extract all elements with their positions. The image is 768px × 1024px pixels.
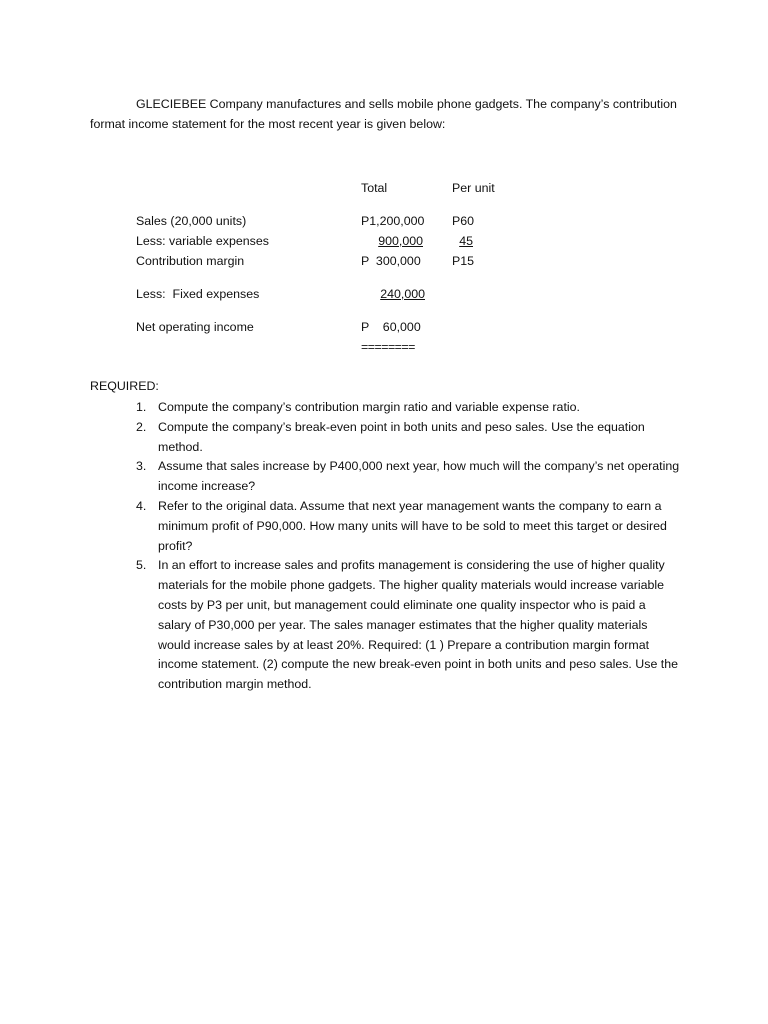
list-item: 4. Refer to the original data. Assume that next year management wants the company to earn a minimum profit of P90,000. How many units will have to be sold to meet this target or desired profit? [136,498,667,553]
row-variable-per-unit: 45 [459,234,473,248]
row-sales-per-unit: P60 [452,214,475,228]
row-cm-total: P 300,000 [361,254,421,268]
list-item: 3. Assume that sales increase by P400,000 next year, how much will the company’s net operating income increase? [136,459,680,494]
row-noi-label: Net operating income [136,320,254,334]
double-rule: ======== [361,340,415,354]
row-fixed-total: 240,000 [380,287,425,301]
row-variable-total: 900,000 [378,234,423,248]
list-item: 5. In an effort to increase sales and profits management is considering the use of higher quality materials for the mobile phone gadgets. The higher quality materials would increase variable costs by P3 per unit, but management could eliminate one quality inspector who is paid a salary of P30,000 per year. The sales manager estimates that the higher quality materials would increase sales by at least 20%. Required: (1 ) Prepare a contribution margin format income statement. (2) compute the new break-even point in both units and peso sales. Use the contribution margin method. [136,558,679,692]
required-heading: REQUIRED: [90,379,159,393]
row-fixed-label: Less: Fixed expenses [136,287,260,301]
header-total: Total [361,181,388,195]
row-sales-total: P1,200,000 [361,214,425,228]
header-per-unit: Per unit [452,181,495,195]
intro-text: GLECIEBEE Company manufactures and sells mobile phone gadgets. The company’s contribution format income statement for the most recent year is given below: [90,97,677,131]
intro-paragraph [90,94,690,134]
row-cm-label: Contribution margin [136,254,245,268]
row-sales-label: Sales (20,000 units) [136,214,247,228]
row-variable-label: Less: variable expenses [136,234,269,248]
list-item: 2. Compute the company’s break-even point in both units and peso sales. Use the equation method. [136,419,645,454]
list-item: 1. Compute the company’s contribution margin ratio and variable expense ratio. [136,400,580,414]
row-noi-total: P 60,000 [361,320,421,334]
row-cm-per-unit: P15 [452,254,475,268]
required-list [136,398,681,695]
